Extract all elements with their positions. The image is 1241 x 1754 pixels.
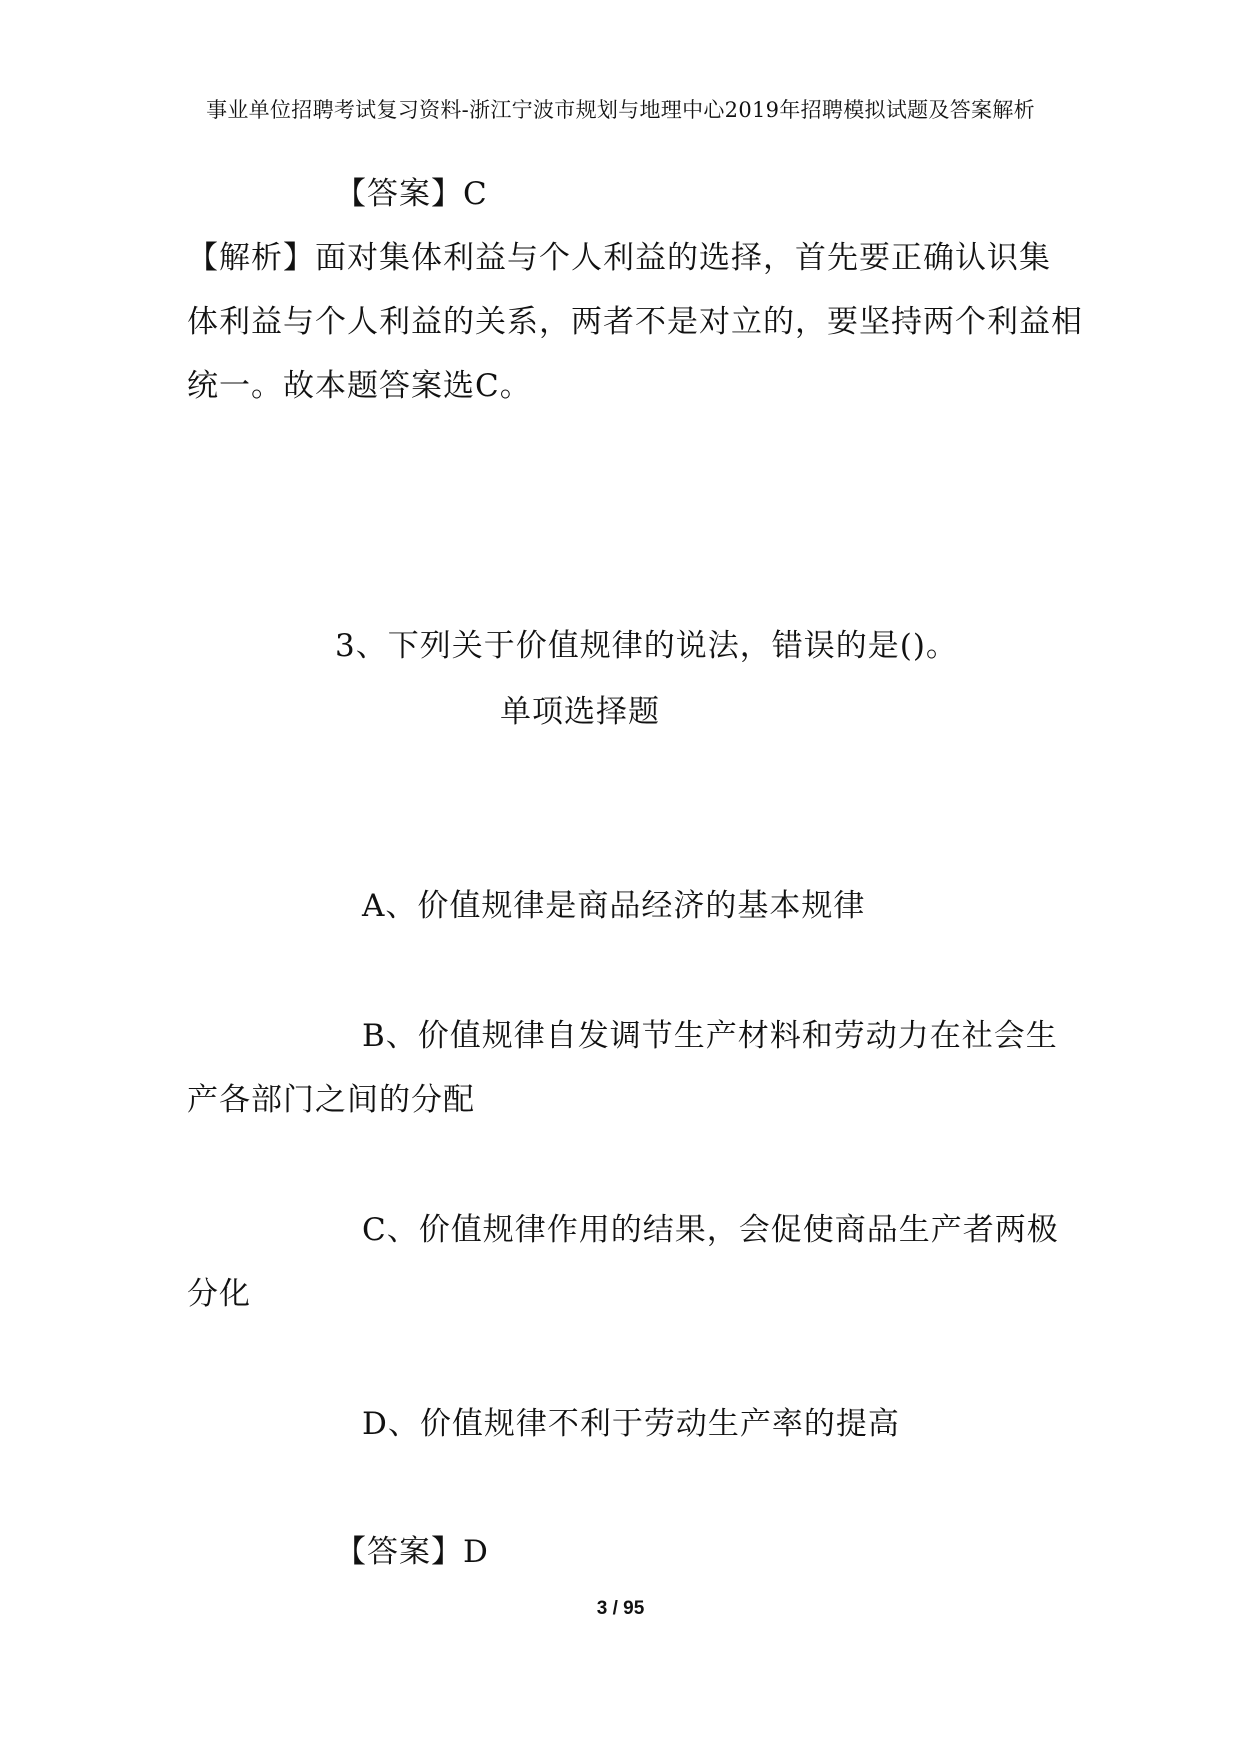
analysis-line-3: 统一。故本题答案选C。: [187, 368, 532, 404]
option-a: A、价值规律是商品经济的基本规律: [362, 888, 866, 924]
question-answer: 【答案】D: [335, 1534, 489, 1570]
option-d: D、价值规律不利于劳动生产率的提高: [362, 1406, 900, 1442]
page-number: 3 / 95: [596, 1598, 645, 1619]
option-c-line-2: 分化: [187, 1276, 251, 1312]
page-header: 事业单位招聘考试复习资料-浙江宁波市规划与地理中心2019年招聘模拟试题及答案解析: [206, 98, 1035, 122]
previous-answer: 【答案】C: [335, 176, 488, 212]
question-stem: 3、下列关于价值规律的说法，错误的是()。: [335, 628, 958, 664]
option-b-line-2: 产各部门之间的分配: [187, 1082, 475, 1118]
analysis-line-1: 【解析】面对集体利益与个人利益的选择，首先要正确认识集: [187, 240, 1051, 276]
analysis-line-2: 体利益与个人利益的关系，两者不是对立的，要坚持两个利益相: [187, 304, 1083, 340]
option-b-line-1: B、价值规律自发调节生产材料和劳动力在社会生: [362, 1018, 1058, 1054]
option-c-line-1: C、价值规律作用的结果，会促使商品生产者两极: [362, 1212, 1059, 1248]
question-type: 单项选择题: [500, 694, 660, 730]
